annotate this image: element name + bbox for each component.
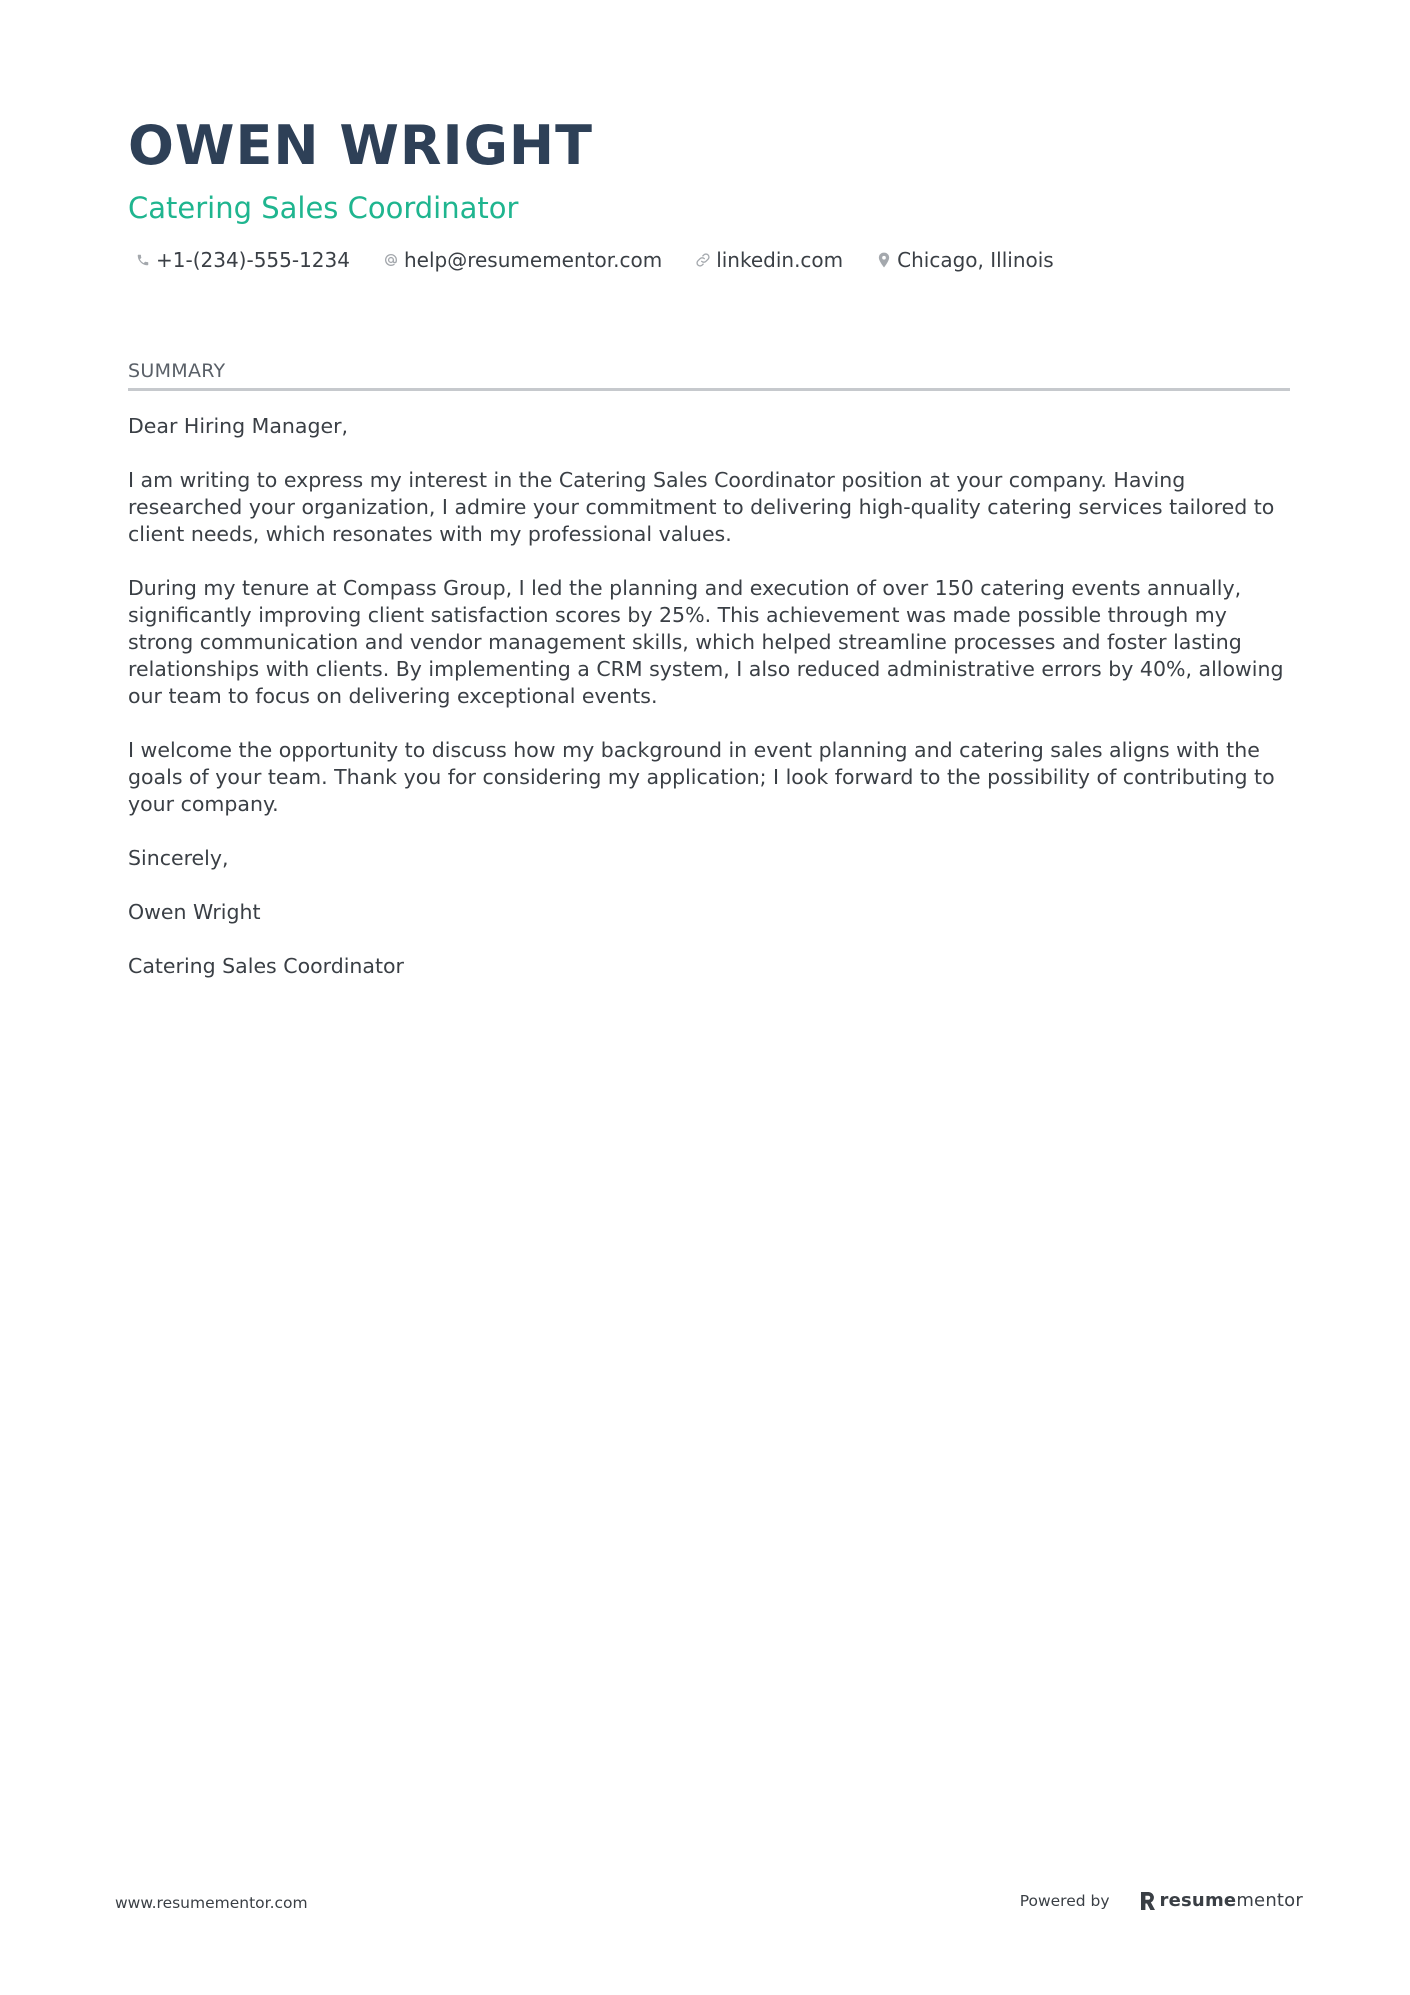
header — [128, 112, 1288, 272]
sign-off: Sincerely, — [128, 846, 229, 870]
contact-bar — [128, 248, 1288, 272]
paragraph-intro: I am writing to express my interest in the Catering Sales Coordinator position at your company. Having researched your organization, I admire your commitment to delivering high-quality catering services tailored to client needs, which resonates with my professional values. — [128, 468, 1275, 546]
signature-title: Catering Sales Coordinator — [128, 954, 404, 978]
paragraph-closing: I welcome the opportunity to discuss how my background in event planning and catering sales aligns with the goals of your team. Thank you for considering my application; I look forward to the possibility of contributing to your company. — [128, 738, 1275, 816]
contact-phone — [128, 248, 350, 272]
resumementor-logo-icon — [1140, 1891, 1156, 1911]
email-text[interactable]: help@resumementor.com — [403, 248, 663, 272]
contact-location — [869, 248, 1054, 272]
link-icon — [694, 251, 712, 269]
salutation: Dear Hiring Manager, — [128, 414, 349, 438]
paragraph-experience: During my tenure at Compass Group, I led the planning and execution of over 150 catering events annually, significantly improving client satisfaction scores by 25%. This achievement was made possible through my strong communication and vendor management skills, which helped streamline processes and foster lasting relationships with clients. By implementing a CRM system, I also reduced administrative errors by 40%, allowing our team to focus on delivering exceptional events. — [128, 576, 1284, 708]
brand-wordmark-light: mentor — [1236, 1890, 1303, 1911]
location-text: Chicago, Illinois — [897, 248, 1054, 272]
signature-name: Owen Wright — [128, 900, 261, 924]
candidate-name: OWEN WRIGHT — [128, 114, 593, 177]
job-title: Catering Sales Coordinator — [128, 191, 519, 225]
brand-logo[interactable] — [1140, 1890, 1303, 1911]
phone-icon — [134, 251, 152, 269]
section-divider — [128, 388, 1290, 391]
footer-branding — [1020, 1890, 1303, 1911]
brand-wordmark — [1160, 1890, 1303, 1911]
linkedin-text[interactable]: linkedin.com — [716, 248, 844, 272]
phone-text: +1-(234)-555-1234 — [156, 248, 350, 272]
powered-by-label: Powered by — [1019, 1891, 1110, 1910]
section-heading: SUMMARY — [128, 360, 226, 382]
letter-body — [128, 413, 1290, 980]
brand-wordmark-bold: resume — [1159, 1890, 1237, 1911]
summary-section — [128, 358, 1290, 1007]
at-icon — [382, 251, 400, 269]
contact-email[interactable] — [376, 248, 662, 272]
contact-linkedin[interactable] — [688, 248, 843, 272]
footer-website-link[interactable]: www.resumementor.com — [115, 1894, 308, 1912]
location-pin-icon — [875, 251, 893, 269]
